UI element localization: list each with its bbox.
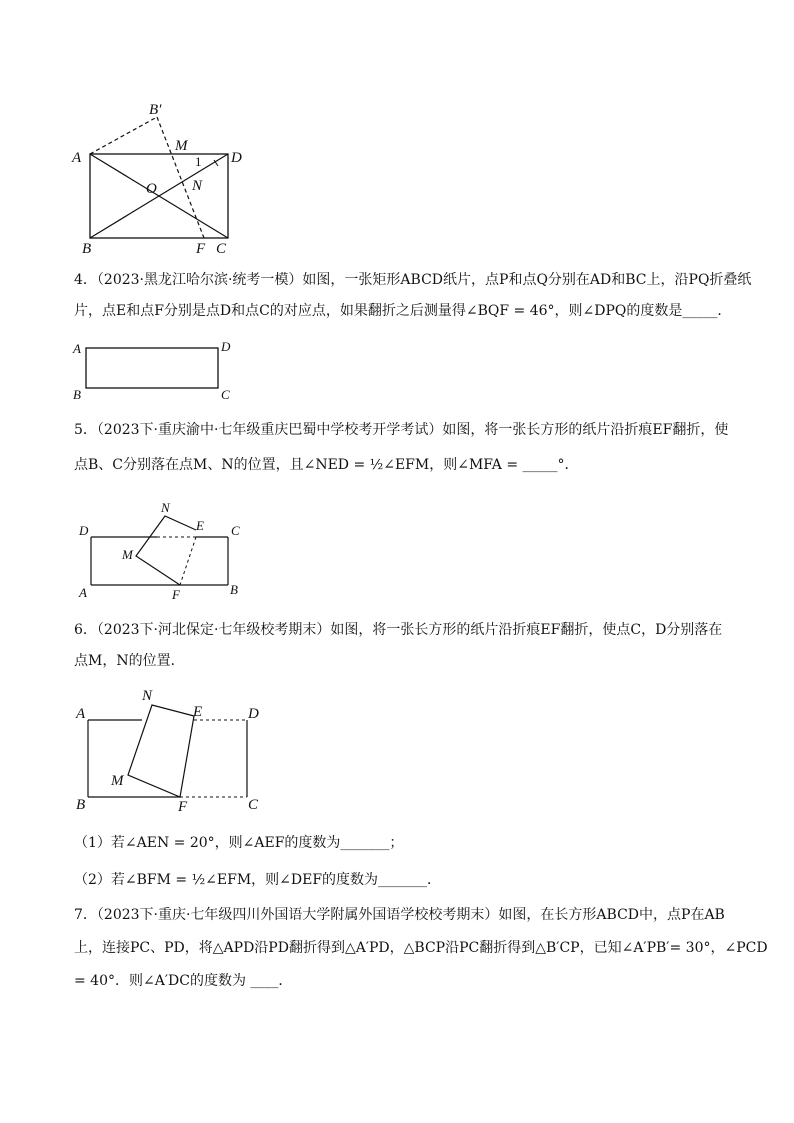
q5-line2: 点B、C分别落在点M、N的位置，且∠NED = ½∠EFM，则∠MFA = _____°． [74, 457, 579, 473]
q5-label-c: C [231, 523, 240, 538]
q5-label-a: A [79, 585, 87, 600]
label-n: N [192, 178, 203, 194]
q7-line3: = 40°．则∠A′DC的度数为 ____． [74, 973, 293, 989]
q5-label-b: B [230, 582, 238, 597]
label-o: O [146, 181, 157, 197]
figure-rectangle-fold-1 [60, 95, 260, 260]
q6-label-f: F [178, 799, 188, 814]
q6-sub1: （1）若∠AEN = 20°，则∠AEF的度数为_______； [74, 835, 404, 851]
q6-label-b: B [76, 797, 86, 813]
q4-label-d: D [221, 339, 231, 354]
q4-label-c: C [221, 387, 230, 402]
q6-label-e: E [193, 704, 203, 720]
label-b-prime: B′ [149, 102, 162, 118]
q5-label-m: M [122, 547, 133, 562]
q6-label-m: M [111, 773, 124, 789]
label-f: F [196, 241, 206, 257]
q7-line1: 7．（2023下·重庆·七年级四川外国语大学附属外国语学校校考期末）如图，在长方形ABCD中，点P在AB [74, 907, 725, 923]
label-b: B [82, 241, 92, 257]
label-d: D [231, 150, 242, 166]
q5-label-f: F [172, 587, 180, 602]
label-1: 1 [195, 154, 202, 169]
label-c: C [216, 241, 227, 257]
label-m: M [175, 138, 188, 154]
q6-label-a: A [76, 706, 86, 722]
q6-line1: 6．（2023下·河北保定·七年级校考期末）如图，将一张长方形的纸片沿折痕EF翻折，使点C，D分别落在 [74, 622, 723, 638]
q6-line2: 点M，N的位置． [74, 653, 185, 669]
q5-line1: 5．（2023下·重庆渝中·七年级重庆巴蜀中学校考开学考试）如图，将一张长方形的纸片沿折痕EF翻折，使 [74, 422, 729, 438]
q4-label-b: B [73, 387, 81, 402]
q6-sub2: （2）若∠BFM = ½∠EFM，则∠DEF的度数为_______． [74, 872, 442, 888]
q4-line2: 片，点E和点F分别是点D和点C的对应点，如果翻折之后测量得∠BQF = 46°，则∠DPQ的度数是_____． [74, 303, 732, 319]
q5-label-n: N [161, 500, 170, 515]
q5-label-d: D [79, 523, 89, 538]
figure-fold-q5 [70, 496, 250, 602]
q6-label-c: C [248, 797, 259, 813]
figure-rectangle-q4 [66, 336, 246, 402]
q7-line2: 上，连接PC、PD，将△APD沿PD翻折得到△A′PD，△BCP沿PC翻折得到△B′CP，已知∠A′PB′= 30°，∠PCD [74, 940, 768, 956]
q4-line1: 4．（2023·黑龙江哈尔滨·统考一模）如图，一张矩形ABCD纸片，点P和点Q分别在AD和BC上，沿PQ折叠纸 [74, 272, 752, 288]
figure-fold-q6 [68, 684, 268, 814]
label-a: A [72, 150, 82, 166]
q6-label-d: D [248, 706, 259, 722]
q5-label-e: E [196, 518, 204, 533]
q4-label-a: A [73, 341, 81, 356]
q6-label-n: N [142, 688, 153, 704]
